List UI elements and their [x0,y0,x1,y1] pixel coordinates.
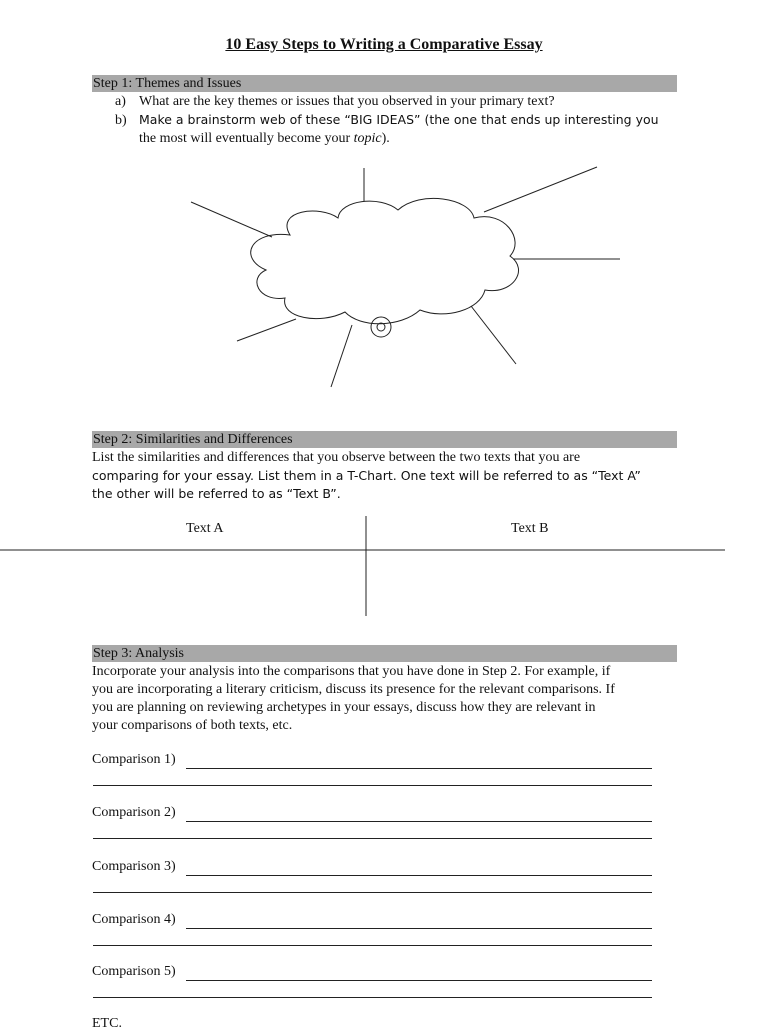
answer-line [186,768,652,769]
t-chart-label-b: Text B [511,521,549,536]
cloud-shape [251,198,519,323]
t-chart [0,510,768,620]
step2-instructions: List the similarities and differences that you observe between the two texts that you are comparing for your essay. List them in a T-Chart. One text will be referred to as “Text A” the other will be referred to as “Text B”. [92,450,641,501]
comparison-label: Comparison 3) [92,859,176,874]
step3-heading: Step 3: Analysis [92,645,677,662]
brainstorm-web [0,160,768,420]
answer-line [186,821,652,822]
etc-text: ETC. [92,1016,122,1031]
comparison-label: Comparison 5) [92,964,176,979]
comparison-2 [92,805,652,845]
item-a-text: What are the key themes or issues that you observed in your primary text? [139,94,555,109]
item-b-line1: Make a brainstorm web of these “BIG IDEAS” (the one that ends up interesting you [139,112,659,127]
step2-heading: Step 2: Similarities and Differences [92,431,677,448]
answer-line [93,838,652,839]
step1-item-a [115,93,675,111]
page-title: 10 Easy Steps to Writing a Comparative Essay [225,36,543,53]
step1-heading: Step 1: Themes and Issues [92,75,677,92]
comparison-4 [92,912,652,952]
step1-item-b [115,111,675,148]
answer-line [93,997,652,998]
answer-line [93,892,652,893]
answer-line [93,945,652,946]
comparison-label: Comparison 4) [92,912,176,927]
item-b-line2: the most will eventually become your topic). [139,131,390,146]
comparison-label: Comparison 1) [92,752,176,767]
comparison-3 [92,859,652,899]
t-chart-label-a: Text A [186,521,224,536]
comparison-label: Comparison 2) [92,805,176,820]
item-a-marker: a) [115,94,126,109]
comparison-5 [92,964,652,1004]
answer-line [186,875,652,876]
step3-instructions: Incorporate your analysis into the comparisons that you have done in Step 2. For example, if you are incorporating a literary criticism, discuss its presence for the relevant comparisons. If you are planning on reviewing archetypes in your essays, discuss how they are relevant in your comparisons of both texts, etc. [92,664,615,733]
answer-line [186,980,652,981]
comparison-1 [92,752,652,792]
item-b-marker: b) [115,113,127,128]
answer-line [93,785,652,786]
answer-line [186,928,652,929]
